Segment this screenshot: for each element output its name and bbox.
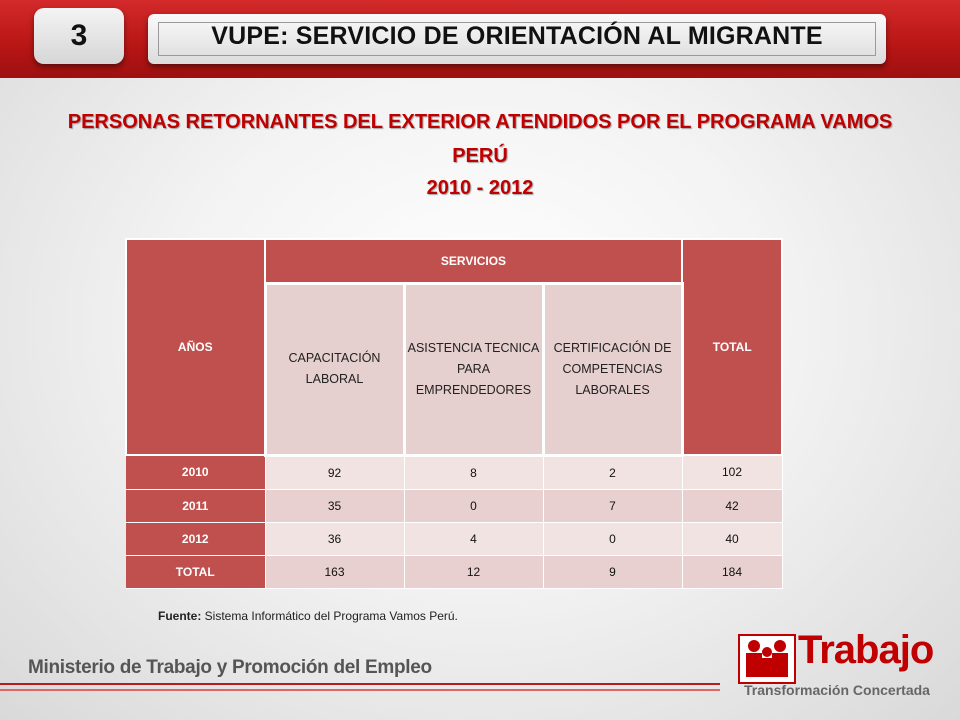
header-years: AÑOS [126, 239, 265, 455]
table-row [126, 489, 782, 522]
source-text: Sistema Informático del Programa Vamos Perú. [201, 609, 458, 623]
table-row [126, 455, 782, 489]
cell-total: 40 [682, 522, 782, 555]
cell-total: 184 [682, 555, 782, 588]
cell-value: 12 [404, 555, 543, 588]
cell-value: 92 [265, 455, 404, 489]
subtitle-years: 2010 - 2012 [426, 177, 534, 199]
subtitle-line-1: PERSONAS RETORNANTES DEL EXTERIOR ATENDIDOS POR EL PROGRAMA VAMOS [67, 111, 893, 133]
slide-title: VUPE: SERVICIO DE ORIENTACIÓN AL MIGRANTE [211, 22, 823, 50]
cell-value: 0 [404, 489, 543, 522]
cell-total: 102 [682, 455, 782, 489]
data-table [125, 238, 783, 589]
header-service-asistencia: ASISTENCIA TECNICA PARA EMPRENDEDORES [404, 283, 543, 455]
source-note [158, 609, 458, 623]
cell-value: 4 [404, 522, 543, 555]
cell-total: 42 [682, 489, 782, 522]
cell-value: 9 [543, 555, 682, 588]
people-icon [738, 634, 796, 684]
row-year: 2011 [126, 489, 265, 522]
ministry-name: Ministerio de Trabajo y Promoción del Empleo [28, 657, 432, 678]
row-year: 2012 [126, 522, 265, 555]
cell-value: 36 [265, 522, 404, 555]
subtitle-line-2: PERÚ [452, 145, 508, 167]
row-year: 2010 [126, 455, 265, 489]
footer-divider [0, 683, 720, 685]
trabajo-logo [738, 628, 934, 702]
cell-value: 0 [543, 522, 682, 555]
header-service-capacitacion: CAPACITACIÓN LABORAL [265, 283, 404, 455]
table-row [126, 522, 782, 555]
footer-divider-light [0, 689, 720, 691]
logo-word: Trabajo [798, 628, 934, 672]
source-label: Fuente: [158, 609, 202, 623]
row-year: TOTAL [126, 555, 265, 588]
cell-value: 8 [404, 455, 543, 489]
cell-value: 35 [265, 489, 404, 522]
title-box [148, 14, 886, 64]
slide-number: 3 [34, 8, 124, 64]
logo-tagline: Transformación Concertada [744, 682, 930, 698]
cell-value: 163 [265, 555, 404, 588]
cell-value: 2 [543, 455, 682, 489]
header-total: TOTAL [682, 239, 782, 455]
header-service-certificacion: CERTIFICACIÓN DE COMPETENCIAS LABORALES [543, 283, 682, 455]
table-row-total [126, 555, 782, 588]
header-services: SERVICIOS [265, 239, 682, 283]
cell-value: 7 [543, 489, 682, 522]
